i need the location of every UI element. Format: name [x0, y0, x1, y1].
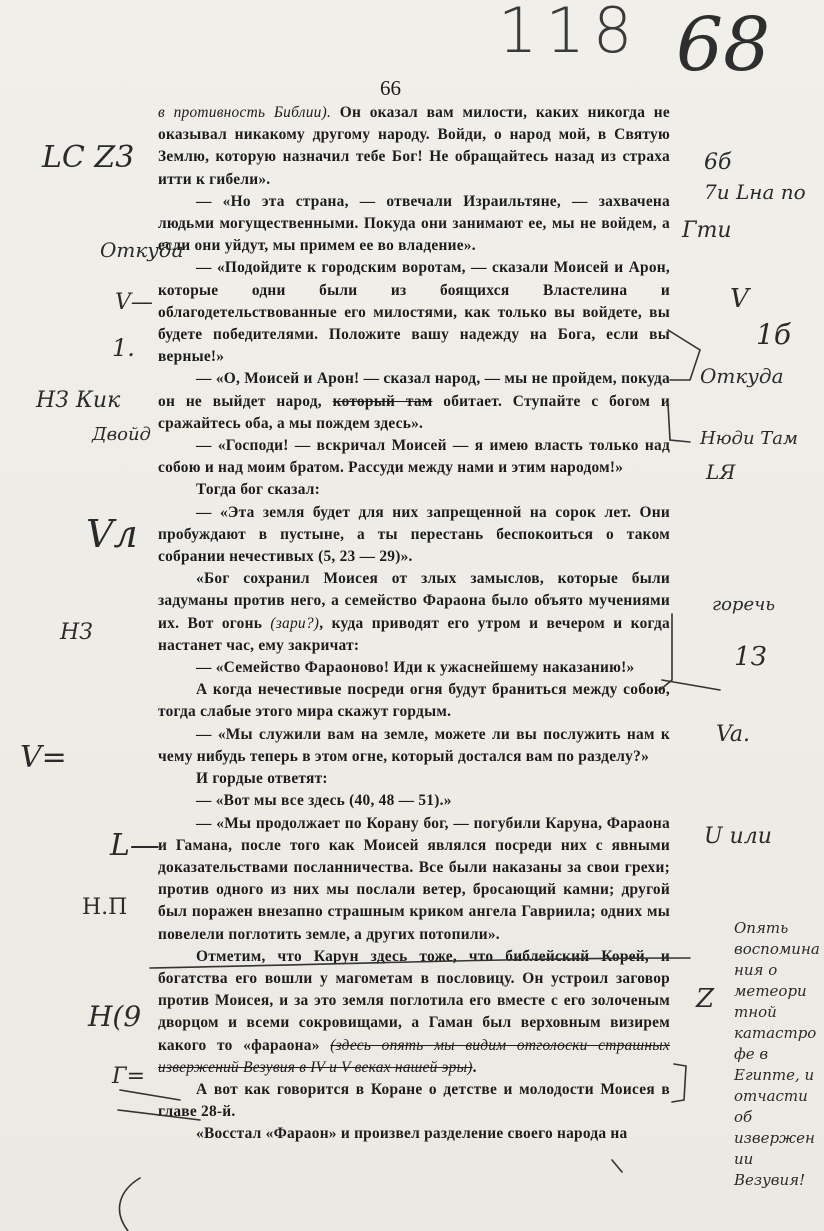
- margin-note-right: LЯ: [706, 460, 736, 484]
- archive-number-68: 68: [676, 2, 771, 88]
- margin-note-left: Н.П: [82, 895, 128, 920]
- margin-note-left: V=: [20, 740, 67, 775]
- margin-note-right: горечь: [712, 594, 776, 615]
- paragraph: — «Вот мы все здесь (40, 48 — 51).»: [196, 792, 452, 810]
- paragraph: Отметим, что Карун здесь тоже, что библейский Корей, и богатства его вошли у магометам в пословицу. Он устроил заговор против Моисея, и за это земля поглотила его вместе с его золоченым дворцом и всеми сокровищами, а Гаман был верховным визирем какого то «фараона» (здесь опять мы видим отголоски страшных извержений Везувия в IV и V веках нашей эры).: [158, 947, 670, 1076]
- paragraph: в противность Библии). Он оказал вам милости, каких никогда не оказывал никакому другому народу. Войди, о народ мой, в Святую Землю, которую назначил тебе Бог! Не обращайтесь назад из страха итти к гибели».: [158, 104, 670, 188]
- archive-number-118: 118: [498, 0, 641, 67]
- paragraph: — «Но эта страна, — отвечали Израильтяне, — захвачена людьми могущественными. Покуда они занимают ее, мы не войдем, а если они уйдут, мы примем ее во владение».: [158, 192, 670, 255]
- strike-mark: [118, 1110, 200, 1120]
- bracket-mark: [668, 330, 700, 380]
- margin-note-right: Гти: [682, 218, 732, 243]
- margin-note-left: Vл: [86, 512, 138, 556]
- margin-note-right: Lна по: [736, 180, 806, 204]
- margin-note-left: 1.: [112, 334, 135, 362]
- strike-mark: [120, 1090, 180, 1100]
- paragraph: — «Господи! — вскричал Моисей — я имею власть только над собою и над моим братом. Рассуди между нами и этим народом!»: [158, 437, 670, 477]
- page-number: 66: [380, 76, 401, 100]
- paragraph: А вот как говорится в Коране о детстве и молодости Моисея в главе 28-й.: [158, 1080, 670, 1121]
- margin-note-right-long: Опять воспоминания о метеоритной катастрофе в Египте, и отчасти об извержении Везувия!: [734, 919, 820, 1189]
- paragraph: — «Семейство Фараоново! Иди к ужаснейшему наказанию!»: [196, 659, 635, 677]
- margin-note-right: 6б: [704, 150, 732, 175]
- margin-note-right: Откуда: [700, 364, 784, 388]
- margin-note-left: V—: [115, 290, 153, 315]
- margin-note-right: U или: [704, 824, 772, 849]
- paragraph: — «Подойдите к городским воротам, — сказали Моисей и Арон, которые одни были из боящихся Властелина и облагодетельствованные его милостями, как только вы войдете, вы будете победителями. Положите вашу надежду на Бога, если вы верные!»: [158, 259, 670, 366]
- paragraph: — «Эта земля будет для них запрещенной на сорок лет. Они пробуждают в пустыне, а ты перестань беспокоиться о таком собрании нечестивых (5, 23 — 29)».: [158, 503, 670, 566]
- paragraph: Тогда бог сказал:: [196, 481, 321, 499]
- paragraph: А когда нечестивые посреди огня будут браниться между собою, тогда слабые этого мира скажут гордым.: [158, 681, 670, 721]
- bracket-mark: [660, 614, 672, 690]
- bracket-mark: [672, 1064, 686, 1102]
- paragraph: И гордые ответят:: [196, 770, 328, 788]
- long-stroke: [150, 958, 690, 968]
- bracket-mark: [668, 404, 690, 442]
- margin-note-left: Г=: [112, 1064, 145, 1089]
- margin-note-left: LC Z3: [42, 140, 135, 175]
- paragraph: «Бог сохранил Моисея от злых замыслов, которые были задуманы против него, а семейство Фараона было объято мучениями их. Вот огонь (зари?), куда приводят его утром и вечером и когда настанет час, ему закричат:: [158, 570, 670, 654]
- margin-note-right: Нюди Там: [700, 428, 798, 449]
- tick-mark: [612, 1160, 622, 1172]
- margin-note-left: L—: [110, 828, 160, 863]
- margin-note-right: 7и: [704, 180, 730, 204]
- paragraph: — «Мы продолжает по Корану бог, — погубили Каруна, Фараона и Гамана, после того как Моисей являлся посреди них с явными доказательствами посланничества. Все были наказаны за свои грехи; против одного из них мы послали ветер, бросающий камни; другой был поражен внезапно страшным криком ангела Гавриила; одних мы повелели поглотить земле, а других потопили».: [158, 814, 670, 943]
- paragraph: «Восстал «Фараон» и произвел разделение своего народа на: [196, 1125, 628, 1143]
- margin-note-left: Откуда: [100, 238, 184, 262]
- margin-note-right: Va.: [716, 722, 750, 747]
- paragraph: — «О, Моисей и Арон! — сказал народ, — мы не пройдем, покуда он не выйдет народ, который там обитает. Ступайте с богом и сражайтесь оба, а мы пождем здесь».: [158, 370, 670, 432]
- margin-note-left: Двойд: [92, 424, 151, 445]
- margin-note-right: 1З: [734, 642, 767, 672]
- margin-note-left: Н(9: [88, 1000, 142, 1033]
- curve-mark: [119, 1178, 140, 1231]
- margin-note-left: НЗ: [60, 620, 93, 645]
- margin-note-right: 1б: [756, 318, 791, 351]
- margin-note-left: НЗ Кик: [36, 388, 121, 413]
- margin-note-right: Z: [696, 984, 715, 1014]
- paragraph: — «Мы служили вам на земле, можете ли вы послужить нам к чему нибудь теперь в этом огне, который достался вам по разделу?»: [158, 725, 670, 765]
- margin-note-right: V: [730, 284, 749, 314]
- underline-mark: [662, 680, 720, 690]
